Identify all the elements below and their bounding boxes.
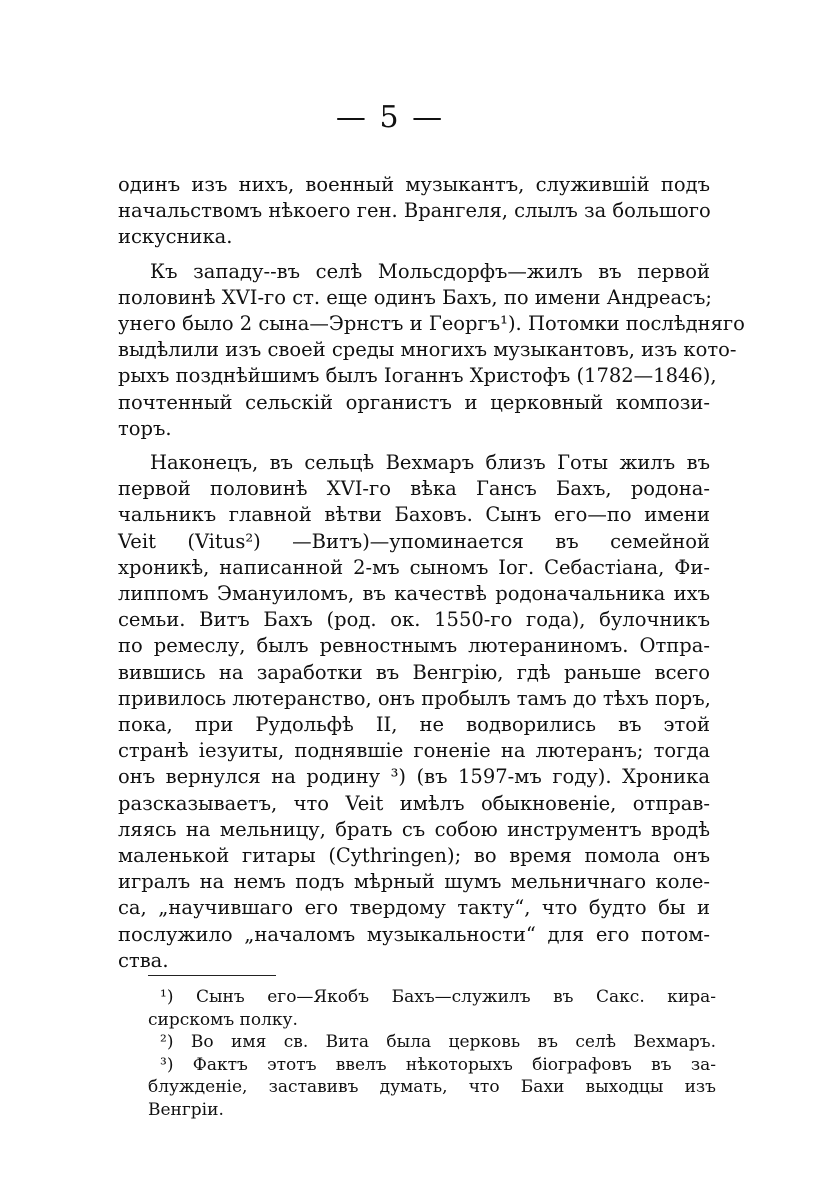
text-line: почтенный сельскій органистъ и церковный компози- <box>118 390 710 414</box>
text-line: Къ западу--въ селѣ Мольсдорфъ—жилъ въ первой <box>150 259 710 283</box>
text-line: выдѣлили изъ своей среды многихъ музыкантовъ, изъ кото- <box>118 338 737 362</box>
footnote-3 <box>148 1054 716 1122</box>
text-line: начальствомъ нѣкоего ген. Врангеля, слылъ за большого <box>118 199 711 223</box>
text-line: хроникѣ, написанной 2-мъ сыномъ Іог. Себастіана, Фи- <box>118 555 710 579</box>
text-line: Veit (Vitus²) —Витъ)—упоминается въ семейной <box>118 529 710 553</box>
text-line: одинъ изъ нихъ, военный музыкантъ, служившій подъ <box>118 173 710 196</box>
text-line: половинѣ XVI-го ст. еще одинъ Бахъ, по имени Андреасъ; <box>118 285 712 309</box>
footnote-line: ¹) Сынъ его—Якобъ Бахъ—служилъ въ Сакс. кира- <box>160 987 716 1007</box>
footnote-1 <box>148 986 716 1031</box>
text-line: привилось лютеранство, онъ пробылъ тамъ до тѣхъ поръ, <box>118 686 711 710</box>
footnote-line: Венгріи. <box>148 1099 224 1120</box>
footnote-2 <box>148 1031 716 1054</box>
text-line: искусника. <box>118 225 233 249</box>
text-line: по ремеслу, былъ ревностнымъ лютераниномъ. Отпра- <box>118 634 710 658</box>
page-number: — 5 — <box>335 100 445 135</box>
text-line: Наконецъ, въ сельцѣ Вехмаръ близъ Готы жилъ въ <box>150 451 710 475</box>
text-line: онъ вернулся на родину ³) (въ 1597-мъ году). Хроника <box>118 765 710 789</box>
text-line: ства. <box>118 948 169 972</box>
text-line: послужило „началомъ музыкальности“ для его потом- <box>118 922 710 946</box>
text-line: маленькой гитары (Cythringen); во время помола онъ <box>118 844 710 868</box>
paragraph-1 <box>118 172 710 251</box>
text-line: са, „научившаго его твердому такту“, что будто бы и <box>118 896 710 920</box>
footnote-line: сирскомъ полку. <box>148 1009 298 1030</box>
text-line: липпомъ Эмануиломъ, въ качествѣ родоначальника ихъ <box>118 582 710 606</box>
footnote-divider <box>148 975 276 976</box>
paragraph-2 <box>118 259 745 442</box>
text-line: первой половинѣ XVI-го вѣка Гансъ Бахъ, родона- <box>118 477 710 501</box>
text-line: пока, при Рудольфѣ II, не водворились въ этой <box>118 713 710 737</box>
text-line: вившись на заработки въ Венгрію, гдѣ раньше всего <box>118 660 710 684</box>
text-line: разсказываетъ, что Veit имѣлъ обыкновеніе, отправ- <box>118 791 710 815</box>
text-line: торъ. <box>118 416 172 440</box>
text-line: чальникъ главной вѣтви Баховъ. Сынъ его—по имени <box>118 503 710 527</box>
text-line: семьи. Витъ Бахъ (род. ок. 1550-го года), булочникъ <box>118 608 710 632</box>
text-line: странѣ іезуиты, поднявшіе гоненіе на лютеранъ; тогда <box>118 739 710 763</box>
footnote-line: ²) Во имя св. Вита была церковь въ селѣ Вехмаръ. <box>160 1032 716 1052</box>
text-line: игралъ на немъ подъ мѣрный шумъ мельничнаго коле- <box>118 870 710 894</box>
text-line: унего было 2 сына—Эрнстъ и Георгъ¹). Потомки послѣдняго <box>118 312 745 336</box>
footnote-line: блужденіе, заставивъ думать, что Бахи выходцы изъ <box>148 1077 716 1097</box>
footnote-line: ³) Фактъ этотъ ввелъ нѣкоторыхъ біографовъ въ за- <box>160 1054 716 1075</box>
text-line: ляясь на мельницу, брать съ собою инструментъ вродѣ <box>118 817 710 841</box>
main-text <box>118 172 745 974</box>
text-line: рыхъ позднѣйшимъ былъ Іоганнъ Христофъ (1782—1846), <box>118 364 717 388</box>
footnotes <box>148 986 716 1121</box>
paragraph-3 <box>118 450 710 974</box>
